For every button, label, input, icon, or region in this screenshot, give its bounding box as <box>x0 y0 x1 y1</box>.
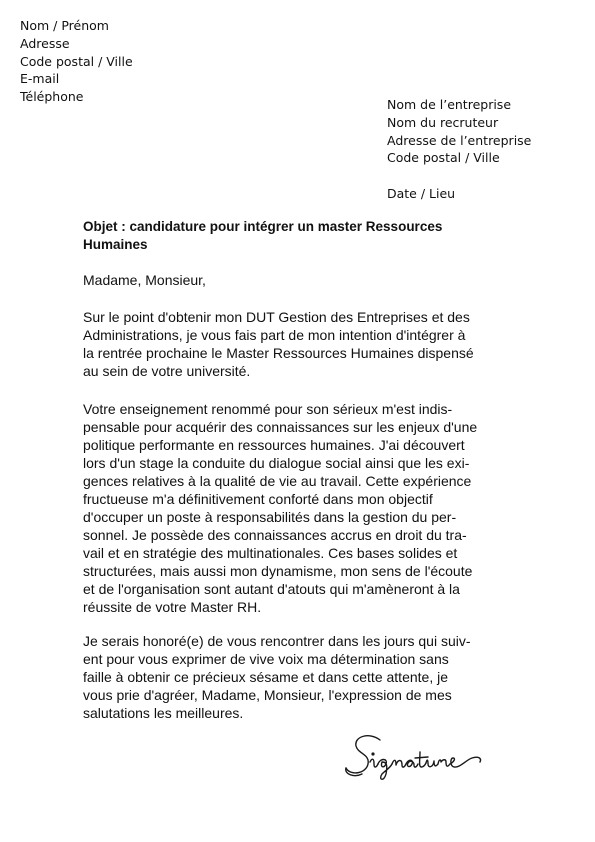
paragraph-line: ent pour vous exprimer de vive voix ma détermination sans <box>83 651 449 667</box>
paragraph-line: Administrations, je vous fais part de mon intention d'intégrer à <box>83 327 466 343</box>
paragraph-line: vous prie d'agréer, Madame, Monsieur, l'expression de mes <box>83 687 452 703</box>
paragraph-line: faille à obtenir ce précieux sésame et dans cette attente, je <box>83 669 448 685</box>
paragraph-line: Sur le point d'obtenir mon DUT Gestion des Entreprises et des <box>83 309 470 325</box>
paragraph-line: sonnel. Je possède des connaissances accrus en droit du tra- <box>83 527 467 543</box>
paragraph-line: vail et en stratégie des multinationales. Ces bases solides et <box>83 545 458 561</box>
salutation: Madame, Monsieur, <box>83 272 206 288</box>
paragraph-line: salutations les meilleures. <box>83 705 244 721</box>
paragraph-line: la rentrée prochaine le Master Ressources Humaines dispensé <box>83 345 474 361</box>
body-paragraph-motivation <box>83 400 477 616</box>
sender-address: Adresse <box>20 35 70 51</box>
recipient-company: Nom de l’entreprise <box>387 97 512 112</box>
recipient-postal-city: Code postal / Ville <box>387 150 500 166</box>
recipient-recruiter: Nom du recruteur <box>387 114 499 130</box>
recipient-block <box>387 96 531 167</box>
sender-phone: Téléphone <box>20 89 84 105</box>
sender-postal-city: Code postal / Ville <box>20 53 133 69</box>
handwritten-signature <box>340 728 490 788</box>
subject-line-2: Humaines <box>83 236 148 252</box>
body-paragraph-closing <box>83 632 471 722</box>
paragraph-line: réussite de votre Master RH. <box>83 599 262 615</box>
paragraph-line: fructueuse m'a définitivement conforté dans mon objectif <box>83 491 433 507</box>
paragraph-line: structurées, mais aussi mon dynamisme, mon sens de l'écoute <box>83 563 473 579</box>
sender-name: Nom / Prénom <box>20 18 109 33</box>
subject-line-1: Objet : candidature pour intégrer un master Ressources <box>83 219 443 234</box>
paragraph-line: d'occuper un poste à responsabilités dans la gestion du per- <box>83 509 457 525</box>
sender-email: E-mail <box>20 71 60 87</box>
paragraph-line: Votre enseignement renommé pour son sérieux m'est indis- <box>83 401 453 417</box>
paragraph-line: Je serais honoré(e) de vous rencontrer dans les jours qui suiv- <box>83 633 471 649</box>
paragraph-line: au sein de votre université. <box>83 363 251 379</box>
paragraph-line: lors d'un stage la conduite du dialogue social ainsi que les exi- <box>83 455 470 471</box>
paragraph-line: gences relatives à la qualité de vie au travail. Cette expérience <box>83 473 472 489</box>
recipient-address: Adresse de l’entreprise <box>387 132 532 148</box>
paragraph-line: et de l'organisation sont autant d'atouts qui m'amèneront à la <box>83 581 460 597</box>
subject-line <box>83 218 503 253</box>
sender-block <box>20 17 133 106</box>
paragraph-line: pensable pour acquérir des connaissances sur les enjeux d'une <box>83 419 478 435</box>
body-paragraph-intro <box>83 308 474 380</box>
paragraph-line: politique performante en ressources humaines. J'ai découvert <box>83 437 465 453</box>
date-place: Date / Lieu <box>387 186 456 201</box>
